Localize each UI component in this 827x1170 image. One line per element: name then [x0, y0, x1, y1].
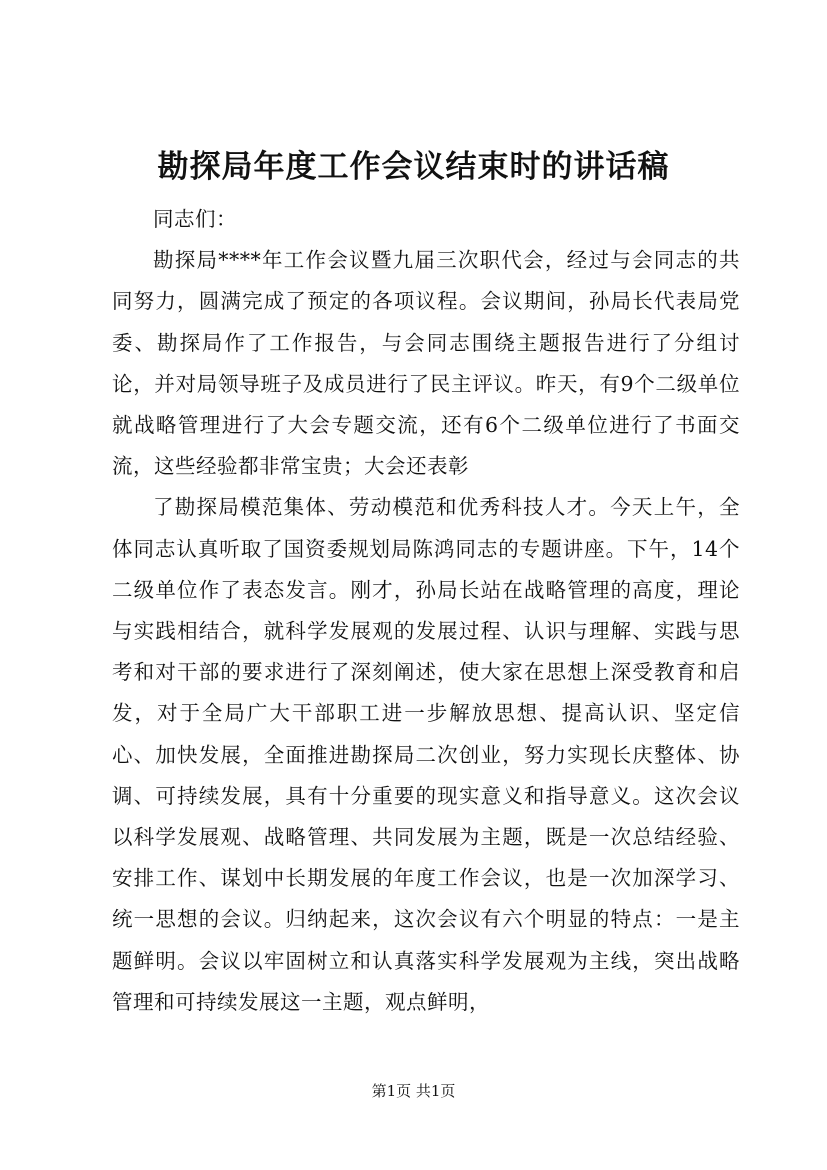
salutation: 同志们：	[153, 207, 237, 231]
paragraph-2: 了勘探局模范集体、劳动模范和优秀科技人才。今天上午，全体同志认真听取了国资委规划局陈鸿同志的专题讲座。下午，14个二级单位作了表态发言。刚才，孙局长站在战略管理的高度，理论与实践相结合，就科学发展观的发展过程、认识与理解、实践与思考和对干部的要求进行了深刻阐述，使大家在思想上深受教育和启发，对于全局广大干部职工进一步解放思想、提高认识、坚定信心、加快发展，全面推进勘探局二次创业，努力实现长庆整体、协调、可持续发展，具有十分重要的现实意义和指导意义。这次会议以科学发展观、战略管理、共同发展为主题，既是一次总结经验、安排工作、谋划中长期发展的年度工作会议，也是一次加深学习、统一思想的会议。归纳起来，这次会议有六个明显的特点：一是主题鲜明。会议以牢固树立和认真落实科学发展观为主线，突出战略管理和可持续发展这一主题，观点鲜明，	[112, 495, 740, 1014]
document-title: 勘探局年度工作会议结束时的讲话稿	[157, 149, 670, 185]
paragraph-1: 勘探局****年工作会议暨九届三次职代会，经过与会同志的共同努力，圆满完成了预定的各项议程。会议期间，孙局长代表局党委、勘探局作了工作报告，与会同志围绕主题报告进行了分组讨论，并对局领导班子及成员进行了民主评议。昨天，有9个二级单位就战略管理进行了大会专题交流，还有6个二级单位进行了书面交流，这些经验都非常宝贵；大会还表彰	[112, 248, 740, 479]
page-footer: 第1页 共1页	[371, 1082, 456, 1100]
document-body	[112, 199, 740, 1023]
